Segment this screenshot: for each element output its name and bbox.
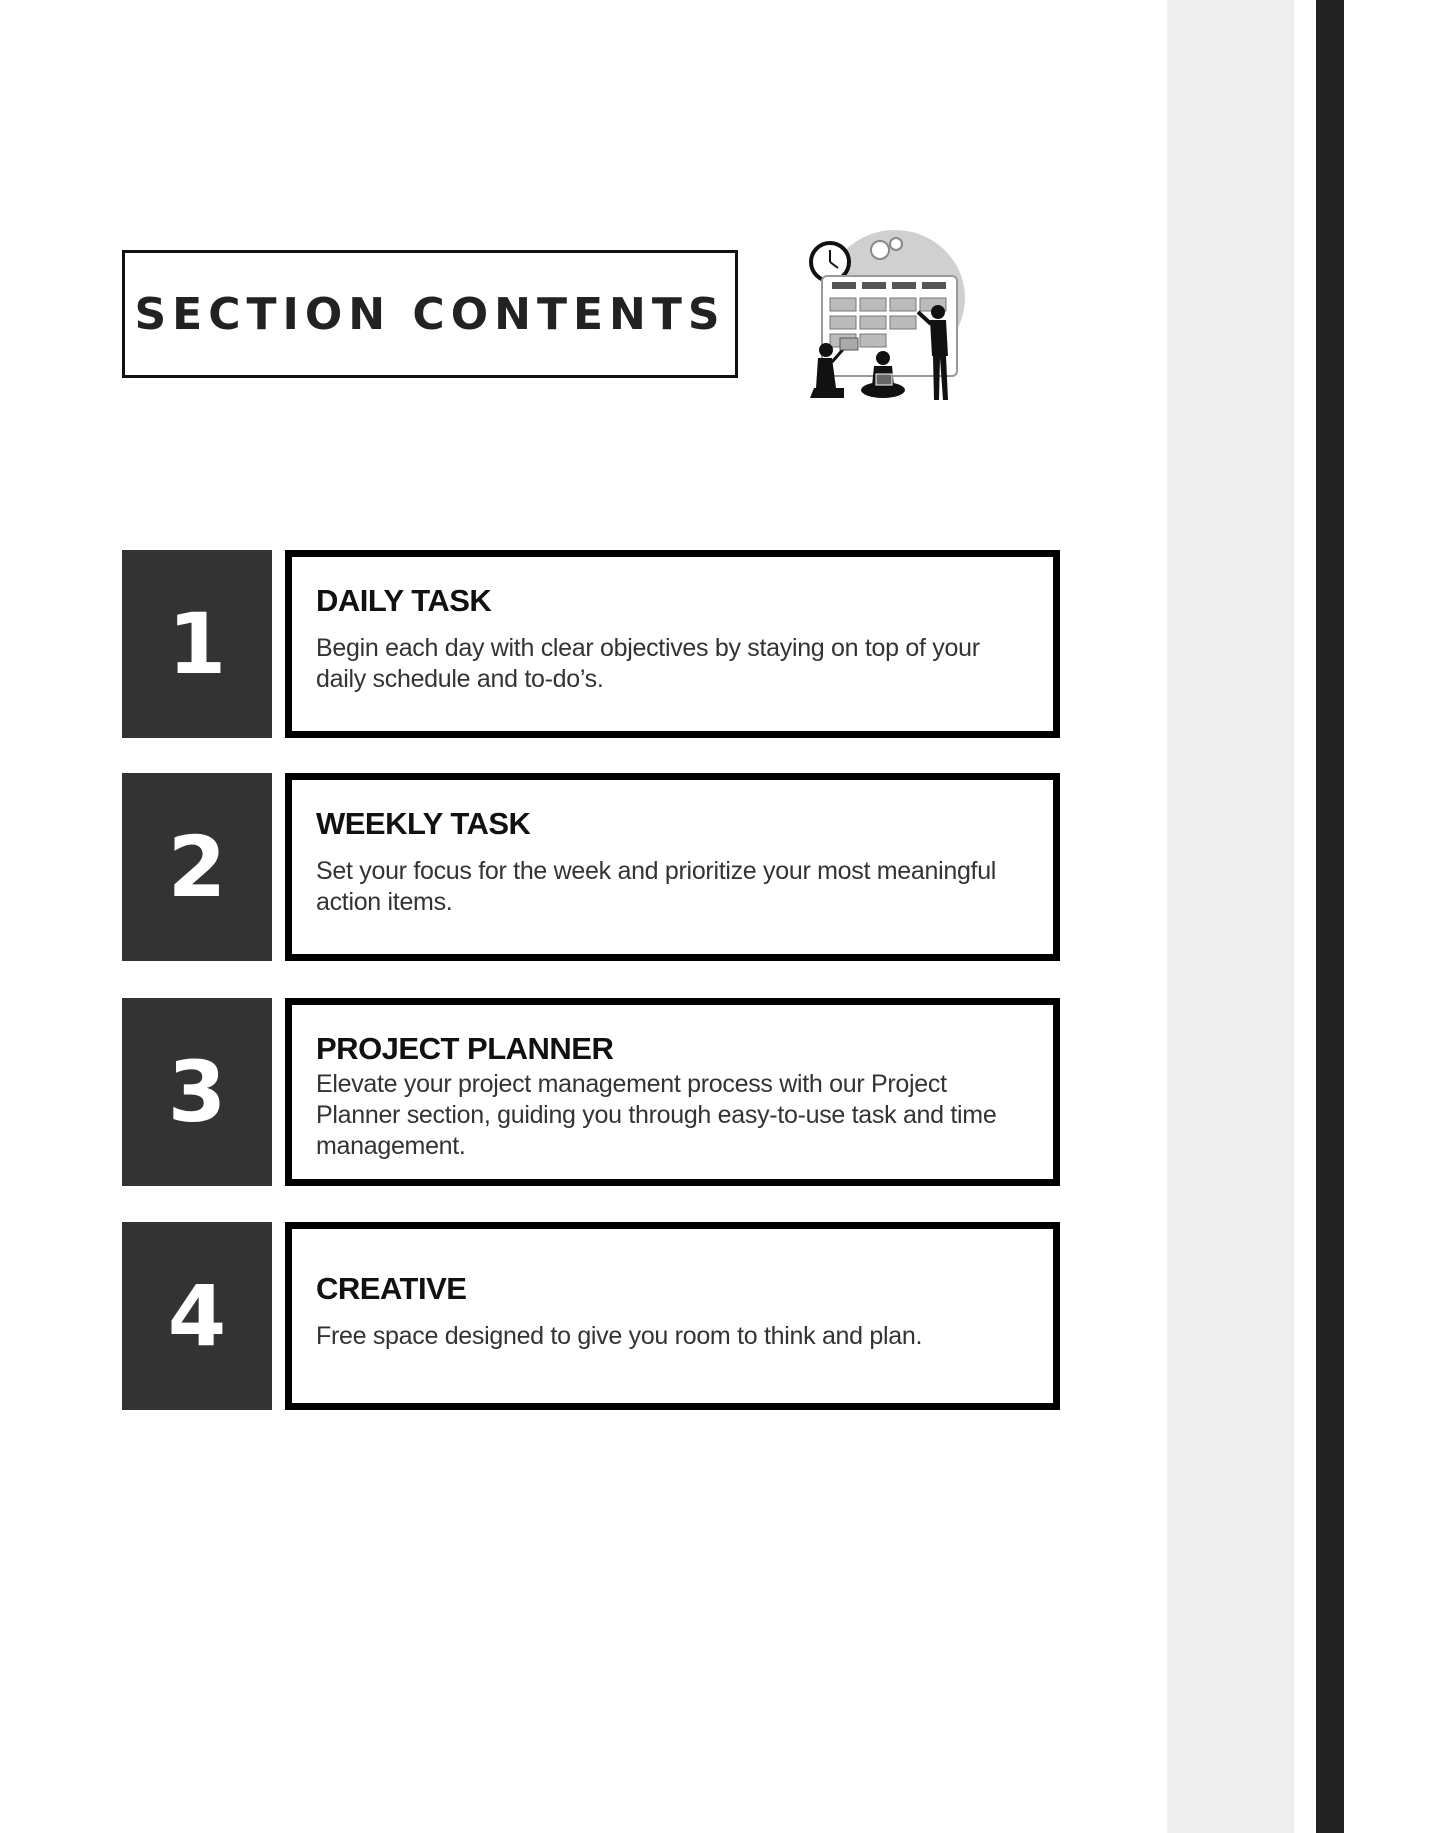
team-planning-board-illustration (800, 228, 970, 406)
section-title: PROJECT PLANNER (316, 1031, 614, 1066)
person-icon (931, 305, 945, 319)
section-number: 3 (167, 1043, 227, 1141)
section-title: CREATIVE (316, 1271, 467, 1306)
section-card[interactable] (285, 550, 1060, 738)
section-description: Begin each day with clear objectives by staying on top of your daily schedule and to-do’s. (316, 634, 980, 693)
person-icon (876, 351, 890, 365)
section-title-box (122, 250, 738, 378)
section-row-2[interactable] (122, 773, 1060, 961)
side-bar (1316, 0, 1344, 1833)
page-title: SECTION CONTENTS (134, 288, 726, 340)
section-number: 2 (167, 818, 227, 916)
section-number-block (122, 550, 272, 738)
person-icon (819, 343, 833, 357)
side-gap (1294, 0, 1316, 1833)
section-title: WEEKLY TASK (316, 806, 531, 841)
section-number: 4 (167, 1267, 227, 1365)
section-card[interactable] (285, 1222, 1060, 1410)
section-card[interactable] (285, 998, 1060, 1186)
side-panel (1167, 0, 1294, 1833)
section-title: DAILY TASK (316, 583, 492, 618)
gear-icon (890, 238, 902, 250)
section-number-block (122, 1222, 272, 1410)
section-row-1[interactable] (122, 550, 1060, 738)
section-row-4[interactable] (122, 1222, 1060, 1410)
section-card[interactable] (285, 773, 1060, 961)
gear-icon (871, 241, 889, 259)
section-description: Free space designed to give you room to think and plan. (316, 1322, 923, 1350)
section-description: Set your focus for the week and prioritize your most meaningful action items. (316, 857, 997, 916)
section-row-3[interactable] (122, 998, 1060, 1186)
side-margin (1344, 0, 1445, 1833)
section-number: 1 (167, 595, 227, 693)
section-number-block (122, 773, 272, 961)
section-number-block (122, 998, 272, 1186)
section-description: Elevate your project management process with our Project Planner section, guiding you through easy-to-use task and time management. (316, 1070, 997, 1160)
